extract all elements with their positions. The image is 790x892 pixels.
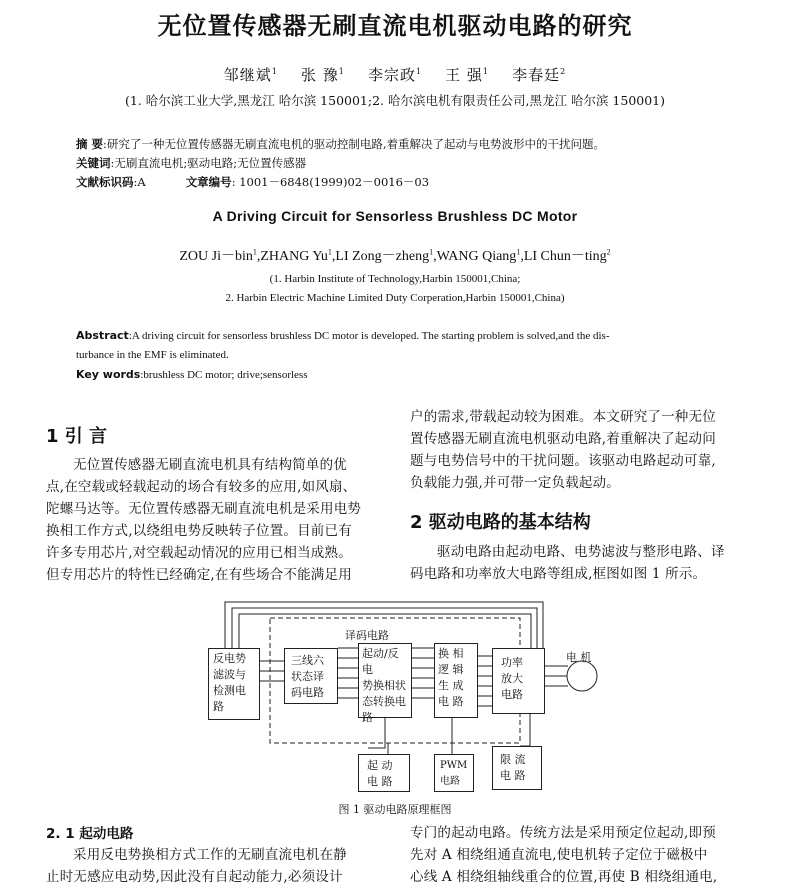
en-author: WANG Qiang$^1$ <box>436 247 521 264</box>
en-keywords: Key words:brushless DC motor; drive;sensorless <box>76 368 308 381</box>
current-limit-block: 限 流 电 路 <box>492 746 542 790</box>
section-2-1-heading: 2. 1 起动电路 <box>46 826 134 842</box>
english-affiliation-2: 2. Harbin Electric Machine Limited Duty Corperation,Harbin 150001,China) <box>225 292 565 304</box>
text-line: 心线 A 相绕组轴线重合的位置,再使 B 相绕组通电, <box>410 869 718 885</box>
author: 李春廷$^2$ <box>512 66 567 84</box>
affiliation: (1. 哈尔滨工业大学,黑龙江 哈尔滨 150001;2. 哈尔滨电机有限责任公司,黑龙江 哈尔滨 150001) <box>124 93 666 108</box>
text-line: 但专用芯片的特性已经确定,在有些场合不能满足用 <box>46 567 352 583</box>
text-line: 驱动电路由起动电路、电势滤波与整形电路、译 <box>437 544 725 560</box>
text-line: 先对 A 相绕组通直流电,使电机转子定位于磁极中 <box>410 847 708 863</box>
text-line: 许多专用芯片,对空载起动情况的应用已相当成熟。 <box>46 545 352 561</box>
en-author: ZHANG Yu$^1$ <box>260 247 332 264</box>
figure-1 <box>190 596 610 796</box>
section-1-heading: 1 引 言 <box>46 426 108 447</box>
en-author: ZOU Ji－bin$^1$ <box>179 247 257 264</box>
author: 王 强$^1$ <box>445 66 489 84</box>
author: 张 豫$^1$ <box>300 66 345 84</box>
section-2-heading: 2 驱动电路的基本结构 <box>410 512 591 533</box>
cn-abstract: 摘 要:研究了一种无位置传感器无刷直流电机的驱动控制电路,着重解决了起动与电势波形中的干扰问题。 <box>76 137 606 151</box>
text-line: 负载能力强,并可带一定负载起动。 <box>410 475 620 491</box>
text-line: 户的需求,带载起动较为困难。本文研究了一种无位 <box>410 409 716 425</box>
text-line: 陀螺马达等。无位置传感器无刷直流电机是采用电势 <box>46 501 362 517</box>
author: 李宗政$^1$ <box>367 66 423 84</box>
text-line: 题与电势信号中的干扰问题。该驱动电路起动可靠, <box>410 453 716 469</box>
text-line: 止时无感应电动势,因此没有自起动能力,必须设计 <box>46 869 343 885</box>
en-abstract-line: turbance in the EMF is eliminated. <box>76 349 229 361</box>
power-amplifier-block: 功率 放大 电路 <box>492 648 545 714</box>
en-author: LI Zong－zheng$^1$ <box>335 247 434 264</box>
section-1-body <box>46 454 396 586</box>
section-2-body <box>410 541 770 585</box>
cn-codes: 文献标识码:A 文章编号: 1001－6848(1999)02－0016－03 <box>76 175 430 189</box>
english-affiliation-1: (1. Harbin Institute of Technology,Harbin 150001,China; <box>269 273 521 285</box>
figure-1-caption: 图 1 驱动电路原理框图 <box>338 803 452 816</box>
author-list <box>0 64 790 85</box>
decoding-group-label: 译码电路 <box>345 629 389 642</box>
text-line: 采用反电势换相方式工作的无刷直流电机在静 <box>73 847 347 863</box>
english-author-list: ZOU Ji－bin$^1$,ZHANG Yu$^1$,LI Zong－zheng$^1$,WANG Qiang$^1$,LI Chun－ting$^2$ <box>179 247 611 264</box>
three-line-decoder-block: 三线六 状态译 码电路 <box>284 648 338 704</box>
text-line: 换相工作方式,以绕组电势反映转子位置。目前已有 <box>46 523 352 539</box>
right-bottom-body <box>410 822 770 888</box>
text-line: 置传感器无刷直流电机驱动电路,着重解决了起动问 <box>410 431 716 447</box>
motor-label: 电 机 <box>566 651 592 664</box>
start-emf-conversion-block: 起动/反电 势换相状 态转换电 路 <box>358 643 412 718</box>
en-abstract-line: Abstract:A driving circuit for sensorless brushless DC motor is developed. The starting problem is solved,and the dis- <box>76 329 610 342</box>
right-column-body <box>410 406 760 494</box>
text-line: 码电路和功率放大电路等组成,框图如图 1 所示。 <box>410 566 707 582</box>
text-line: 无位置传感器无刷直流电机具有结构简单的优 <box>73 457 347 473</box>
pwm-circuit-block: PWM 电路 <box>434 754 474 792</box>
start-circuit-block: 起 动 电 路 <box>358 754 410 792</box>
text-line: 专门的起动电路。传统方法是采用预定位起动,即预 <box>410 825 716 841</box>
text-line: 点,在空载或轻载起动的场合有较多的应用,如风扇、 <box>46 479 357 495</box>
emf-detection-block: 反电势 滤波与 检测电 路 <box>208 648 260 720</box>
en-author: LI Chun－ting$^2$ <box>523 247 611 264</box>
author: 邹继斌$^1$ <box>223 66 278 84</box>
paper-title: 无位置传感器无刷直流电机驱动电路的研究 <box>157 12 633 40</box>
cn-keywords: 关键词:无刷直流电机;驱动电路;无位置传感器 <box>76 156 307 170</box>
english-title: A Driving Circuit for Sensorless Brushless DC Motor <box>212 208 578 224</box>
commutation-logic-block: 换 相 逻 辑 生 成 电 路 <box>434 643 478 718</box>
english-abstract-block <box>76 326 716 385</box>
cn-abstract-block <box>76 135 726 192</box>
section-2-1-body <box>46 844 396 888</box>
